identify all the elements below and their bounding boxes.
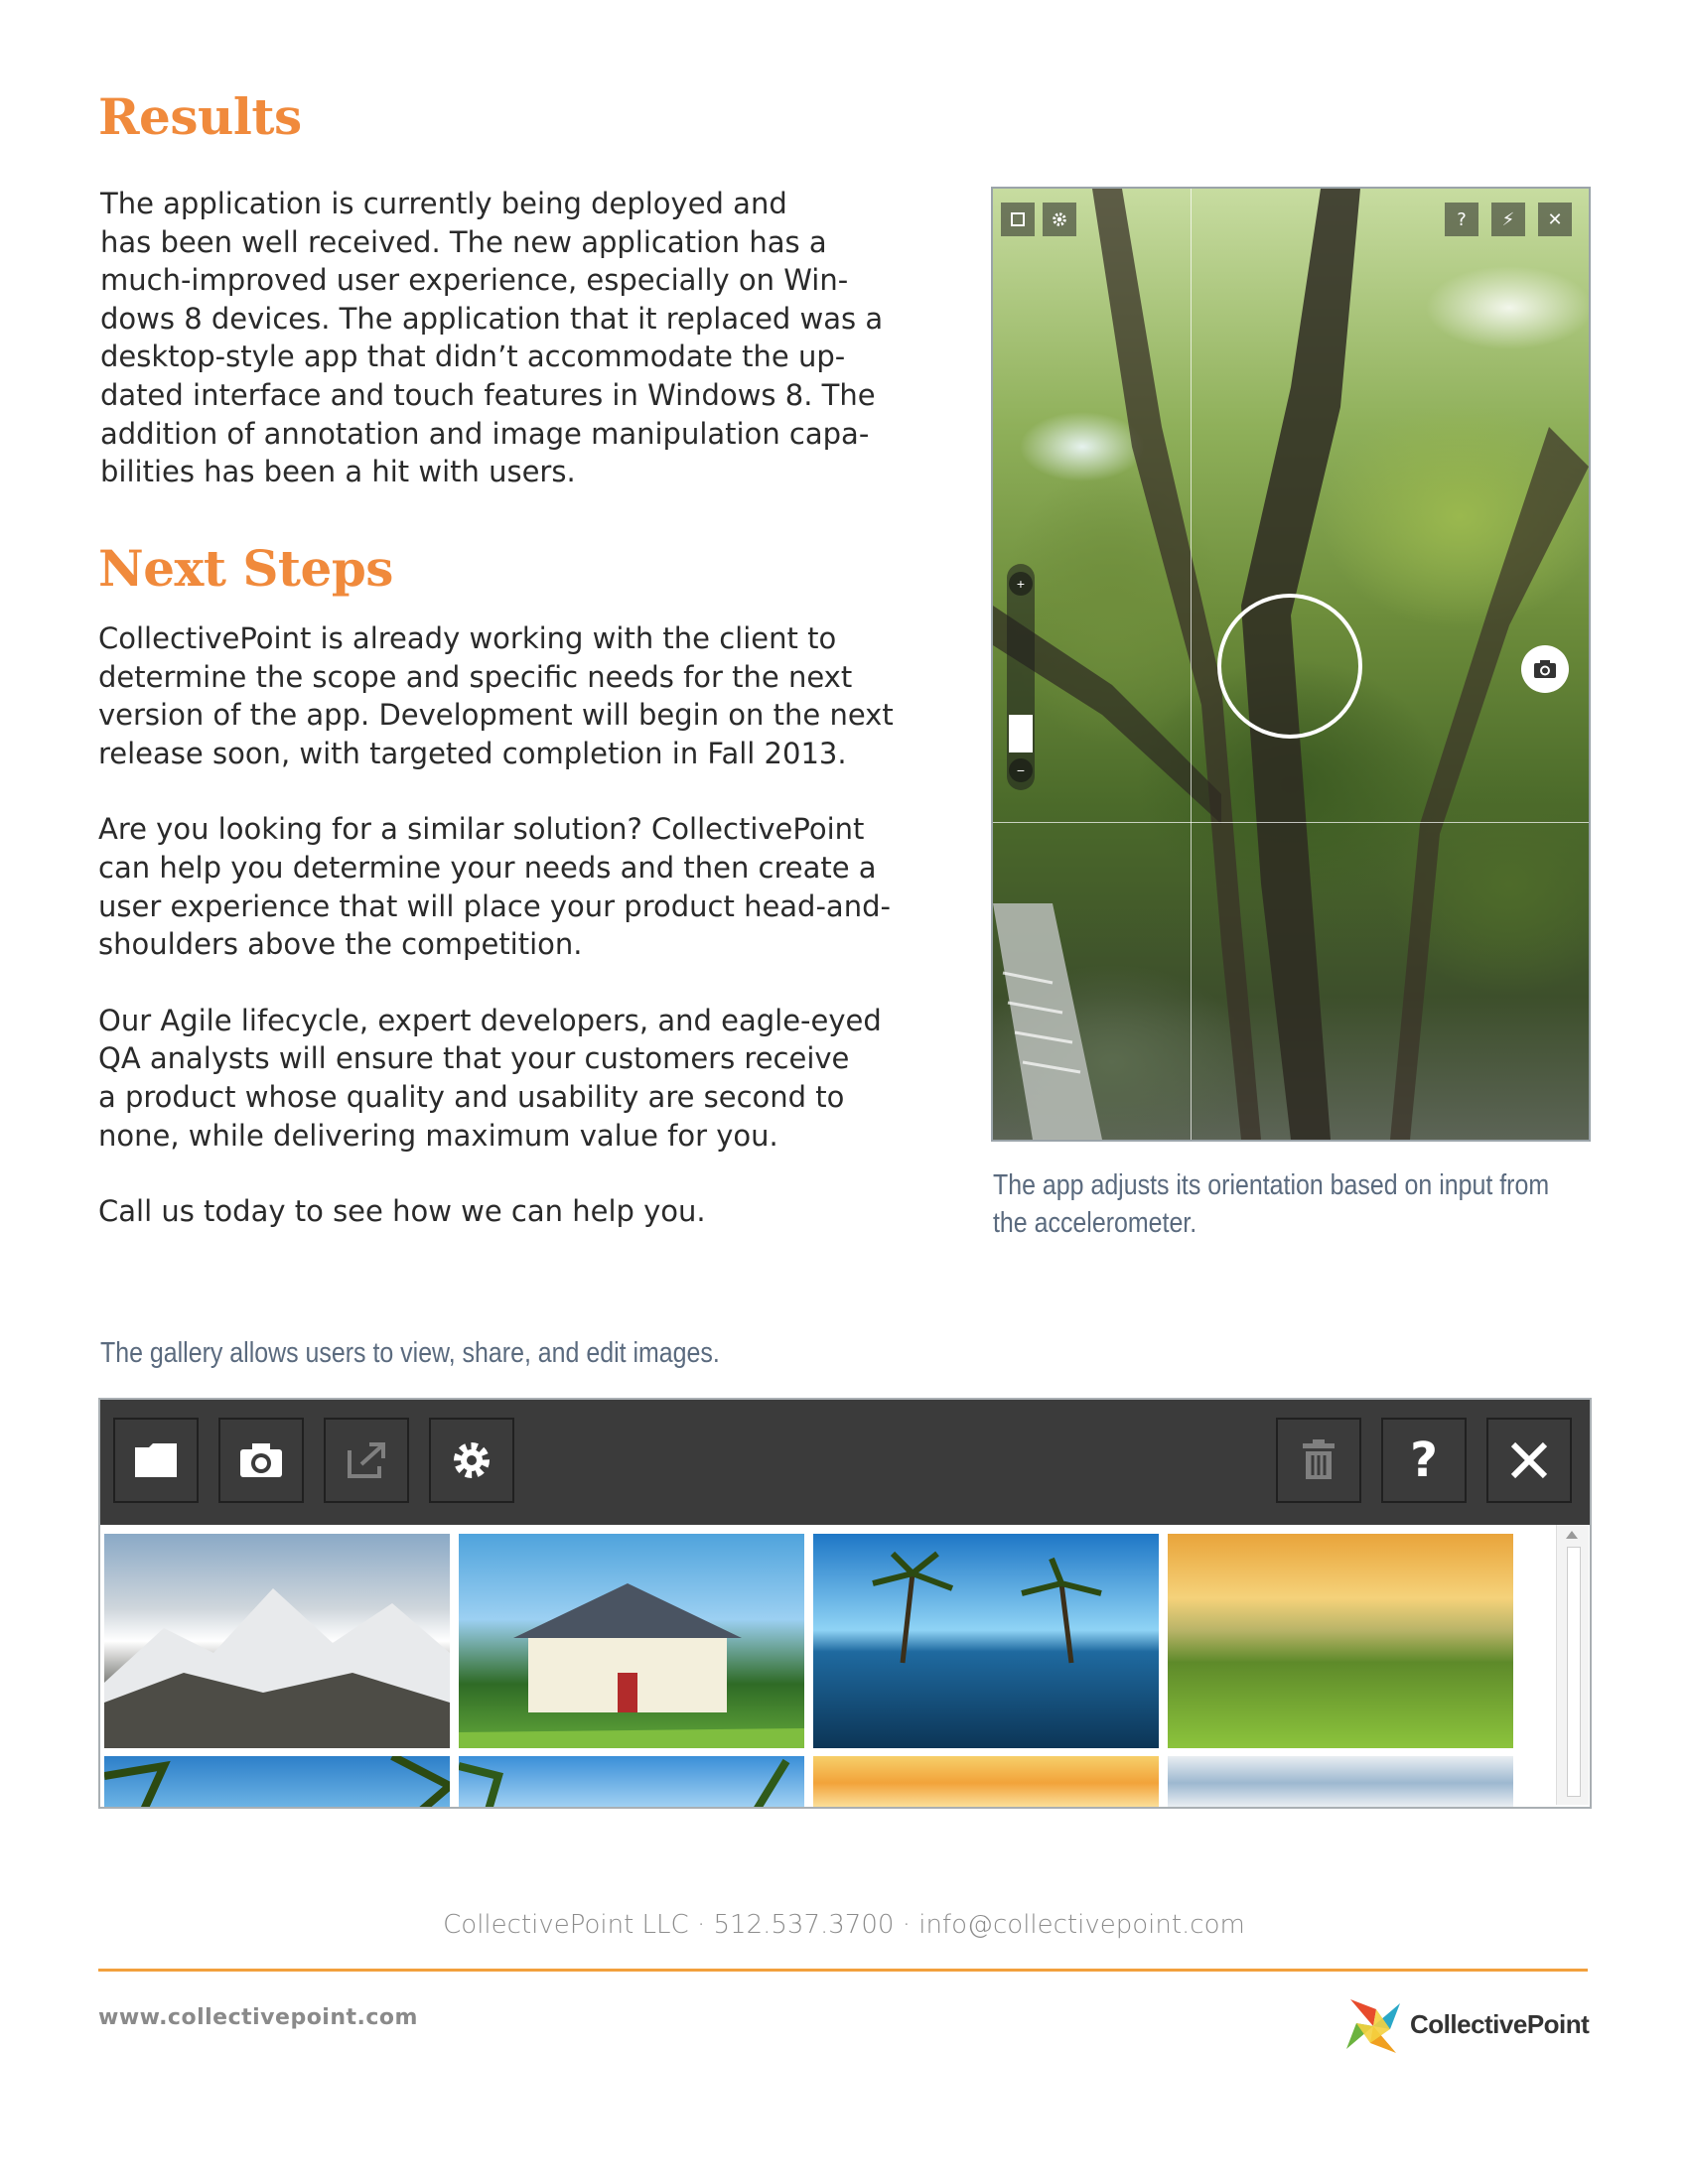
paragraph [98, 1002, 932, 1155]
collectivepoint-logo [1342, 1993, 1589, 2059]
text-line: can help you determine your needs and then create a [98, 850, 877, 885]
text-line: CollectivePoint is already working with the client to [98, 621, 837, 655]
gear-icon [450, 1438, 493, 1482]
text-line: Our Agile lifecycle, expert developers, and eagle-eyed [98, 1003, 882, 1037]
scroll-up-icon[interactable] [1566, 1531, 1578, 1539]
close-button[interactable] [1486, 1418, 1572, 1503]
call-to-action: Call us today to see how we can help you. [98, 1194, 706, 1229]
logo-text: CollectivePoint [1410, 2009, 1590, 2039]
footer-divider [98, 1969, 1588, 1972]
thumbnail-cloudy-sky[interactable] [1168, 1756, 1513, 1809]
contact-line: CollectivePoint LLC · 512.537.3700 · info@collectivepoint.com [443, 1910, 1245, 1940]
text-line: has been well received. The new application has a [100, 224, 827, 259]
scroll-thumb[interactable] [1567, 1547, 1581, 1797]
website-url[interactable]: www.collectivepoint.com [98, 2005, 418, 2030]
gallery-scrollbar[interactable] [1556, 1525, 1589, 1805]
grid-line [993, 822, 1589, 823]
thumbnail-golf-course-sunset[interactable] [1168, 1534, 1513, 1748]
caption-line: the accelerometer. [993, 1207, 1197, 1239]
zoom-slider-handle[interactable] [1009, 715, 1033, 752]
share-button[interactable] [324, 1418, 409, 1503]
text-line: addition of annotation and image manipulation capa- [100, 416, 870, 451]
folder-icon [133, 1441, 179, 1479]
shutter-button[interactable] [1521, 645, 1569, 693]
gear-icon[interactable] [1043, 203, 1076, 236]
text-line: release soon, with targeted completion in Fall 2013. [98, 736, 847, 770]
results-paragraph [100, 185, 895, 491]
text-line: shoulders above the competition. [98, 927, 583, 962]
settings-button[interactable] [429, 1418, 514, 1503]
text-line: determine the scope and specific needs for the next [98, 659, 853, 694]
thumbnail-house-sky[interactable] [459, 1756, 804, 1809]
text-line: dated interface and touch features in Windows 8. The [100, 377, 876, 412]
gallery-caption: The gallery allows users to view, share, and edit images. [100, 1337, 720, 1369]
delete-button[interactable] [1276, 1418, 1361, 1503]
text-line: The application is currently being deployed and [100, 187, 787, 220]
zoom-out-icon[interactable]: − [1009, 758, 1033, 782]
camera-caption [993, 1166, 1688, 1242]
focus-ring [1217, 594, 1362, 739]
camera-screenshot [991, 187, 1591, 1142]
text-line: QA analysts will ensure that your customers receive [98, 1041, 850, 1076]
next-steps-heading: Next Steps [98, 539, 393, 598]
gallery-toolbar [100, 1400, 1590, 1525]
results-heading: Results [98, 87, 302, 146]
text-line: Are you looking for a similar solution? CollectivePoint [98, 812, 865, 847]
text-line: none, while delivering maximum value for you. [98, 1118, 778, 1153]
thumbnail-palm-trees-water[interactable] [813, 1534, 1159, 1748]
text-line: dows 8 devices. The application that it replaced was a [100, 301, 884, 336]
share-icon [346, 1440, 387, 1480]
paragraph [98, 810, 932, 963]
camera-icon [238, 1441, 284, 1479]
flash-icon[interactable]: ⚡ [1491, 203, 1525, 236]
text-line: desktop-style app that didn’t accommodate the up- [100, 340, 846, 374]
logo-icon [1342, 1995, 1404, 2057]
thumbnail-sunset-sky[interactable] [813, 1756, 1159, 1809]
next-steps-body [98, 619, 932, 1231]
text-line: much-improved user experience, especially on Win- [100, 263, 849, 298]
text-line: bilities has been a hit with users. [100, 455, 576, 489]
gallery-screenshot [98, 1398, 1592, 1809]
text-line: version of the app. Development will begin on the next [98, 698, 894, 733]
grid-line [1191, 189, 1192, 1140]
folder-button[interactable] [113, 1418, 199, 1503]
help-button[interactable]: ? [1381, 1418, 1467, 1503]
text-line: a product whose quality and usability are second to [98, 1079, 845, 1114]
text-line: user experience that will place your product head-and- [98, 888, 891, 923]
close-icon[interactable]: ✕ [1538, 203, 1572, 236]
thumbnail-house[interactable] [459, 1534, 804, 1748]
trash-icon [1301, 1439, 1336, 1481]
paragraph [98, 619, 932, 772]
help-icon[interactable]: ? [1445, 203, 1478, 236]
zoom-slider[interactable] [1007, 564, 1035, 790]
zoom-in-icon[interactable]: + [1009, 572, 1033, 596]
caption-line: The app adjusts its orientation based on input from [993, 1169, 1550, 1201]
close-icon [1509, 1440, 1549, 1480]
camera-icon [1533, 659, 1557, 679]
camera-button[interactable] [218, 1418, 304, 1503]
thumbnail-palm-trees[interactable] [104, 1756, 450, 1809]
square-icon[interactable] [1001, 203, 1035, 236]
thumbnail-mountains[interactable] [104, 1534, 450, 1748]
